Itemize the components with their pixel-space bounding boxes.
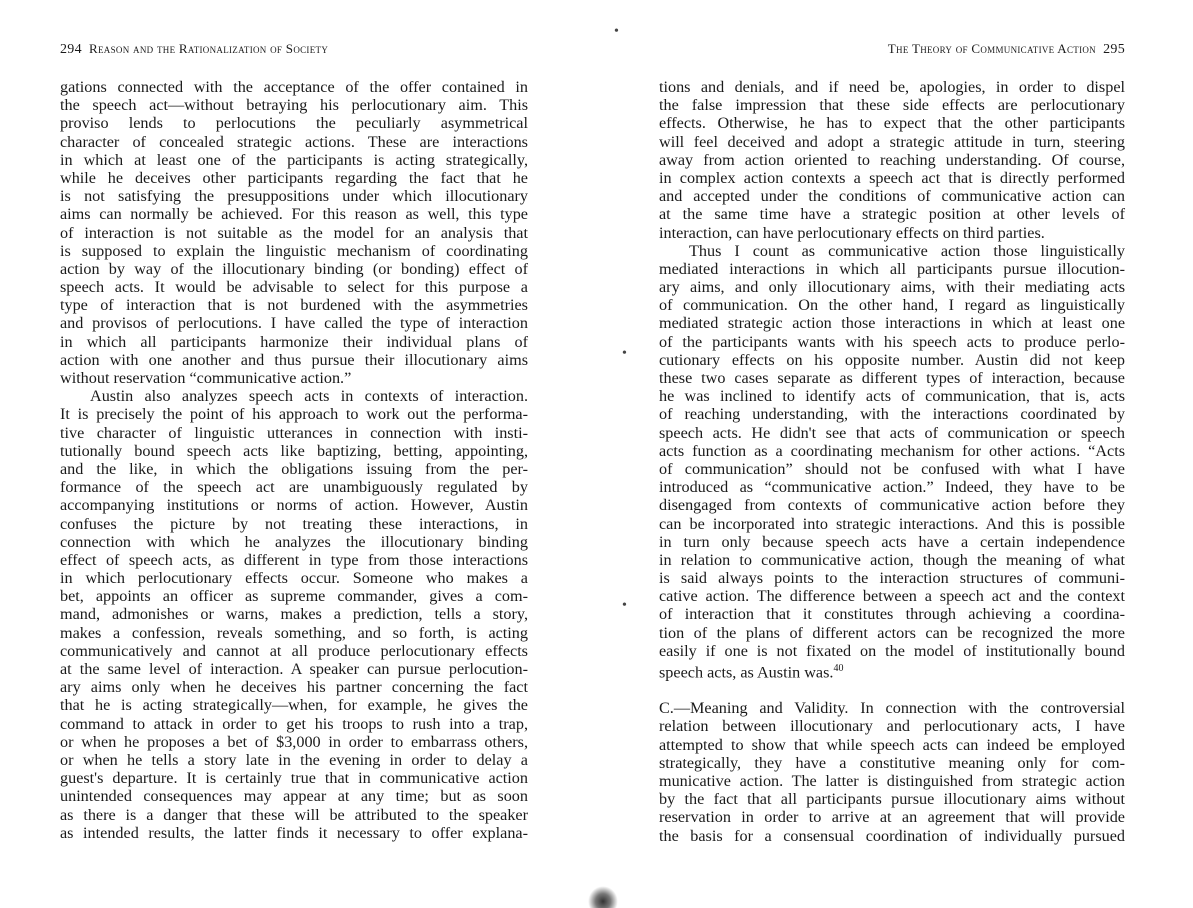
text-line: speech acts. He didn't see that acts of communication or speech (659, 423, 1125, 442)
text-line: by the fact that all participants pursue illocutionary aims without (659, 790, 1125, 809)
text-line: strategically, they have a constitutive meaning only for com- (659, 753, 1125, 772)
text-line: cative action. The difference between a speech act and the context (659, 587, 1125, 606)
gutter-speck: • (622, 598, 627, 613)
text-line: in which all participants harmonize their individual plans of (60, 332, 528, 351)
scan-smudge (588, 886, 618, 908)
text-line: cutionary effects on his opposite number. Austin did not keep (659, 350, 1125, 369)
text-line: of interaction is not suitable as the model for an analysis that (60, 223, 528, 242)
text-line: bet, appoints an officer as supreme commander, gives a com- (60, 587, 528, 606)
left-page-number: 294 (60, 42, 82, 57)
text-line: can be incorporated into strategic interactions. And this is possible (659, 514, 1125, 533)
text-line: Austin also analyzes speech acts in contexts of interaction. (90, 387, 528, 406)
left-page-text (60, 78, 528, 842)
text-line: in relation to communicative action, though the meaning of what (659, 550, 1125, 569)
text-line: municative action. The latter is distinguished from strategic action (659, 771, 1125, 790)
text-line: acts function as a coordinating mechanism for other actions. “Acts (659, 441, 1125, 460)
paragraph-gap (659, 678, 1125, 699)
text-line: he was inclined to identify acts of communication, that is, acts (659, 387, 1125, 406)
text-line: command to attack in order to get his troops to rush into a trap, (60, 714, 528, 733)
left-running-title: Reason and the Rationalization of Society (89, 41, 329, 56)
right-running-title: The Theory of Communicative Action (887, 41, 1096, 56)
text-line: and accepted under the conditions of communicative action can (659, 187, 1125, 206)
text-line: proviso lends to perlocutions the peculiarly asymmetrical (60, 114, 528, 133)
text-line: of communication” should not be confused with what I have (659, 459, 1125, 478)
text-line: the speech act—without betraying his perlocutionary aim. This (60, 96, 528, 115)
text-line: of the participants wants with his speech acts to produce perlo- (659, 332, 1125, 351)
gutter-speck: • (622, 346, 627, 361)
text-line: ary aims only when he deceives his partner concerning the fact (60, 678, 528, 697)
text-line: in turn only because speech acts have a certain independence (659, 532, 1125, 551)
text-line: is not satisfying the presuppositions under which illocutionary (60, 187, 528, 206)
text-line: accompanying institutions or norms of action. However, Austin (60, 496, 528, 515)
text-line: or when he proposes a bet of $3,000 in order to embarrass others, (60, 732, 528, 751)
text-line: effects. Otherwise, he has to expect that the other participants (659, 114, 1125, 133)
text-line: effect of speech acts, as different in type from those interactions (60, 550, 528, 569)
text-line: while he deceives other participants regarding the fact that he (60, 168, 528, 187)
text-line: It is precisely the point of his approach to work out the performa- (60, 405, 528, 424)
text-line: speech acts, as Austin was.$^{40}$ (659, 663, 844, 682)
text-line: of reaching understanding, with the interactions coordinated by (659, 405, 1125, 424)
text-line: action with one another and thus pursue their illocutionary aims (60, 350, 528, 369)
text-line: communicatively and cannot at all produce perlocutionary effects (60, 641, 528, 660)
text-line: is supposed to explain the linguistic mechanism of coordinating (60, 241, 528, 260)
text-line: the basis for a consensual coordination of individually pursued (659, 826, 1125, 845)
text-line: type of interaction that is not burdened with the asymmetries (60, 296, 528, 315)
text-line: will feel deceived and adopt a strategic attitude in turn, steering (659, 132, 1125, 151)
text-line: disengaged from contexts of communicative action before they (659, 496, 1125, 515)
text-line: in which at least one of the participants is acting strategically, (60, 150, 528, 169)
text-line: of communication. On the other hand, I regard as linguistically (659, 296, 1125, 315)
text-line: is said always points to the interaction structures of communi- (659, 569, 1125, 588)
text-line: in which perlocutionary effects occur. Someone who makes a (60, 569, 528, 588)
text-line: aims can normally be achieved. For this reason as well, this type (60, 205, 528, 224)
text-line: introduced as “communicative action.” Indeed, they have to be (659, 478, 1125, 497)
text-line: without reservation “communicative action.” (60, 369, 352, 387)
text-line: mand, admonishes or warns, makes a prediction, tells a story, (60, 605, 528, 624)
text-line: of interaction that it constitutes through achieving a coordina- (659, 605, 1125, 624)
text-line: confuses the picture by not treating these interactions, in (60, 514, 528, 533)
text-line: tutionally bound speech acts like baptizing, betting, appointing, (60, 441, 528, 460)
text-line: gations connected with the acceptance of the offer contained in (60, 78, 528, 96)
text-line: tions and denials, and if need be, apologies, in order to dispel (659, 78, 1125, 96)
text-line: as there is a danger that these will be attributed to the speaker (60, 805, 528, 824)
text-line: interaction, can have perlocutionary effects on third parties. (659, 223, 1045, 242)
right-page-number: 295 (1103, 42, 1125, 57)
text-line: relation between illocutionary and perlocutionary acts, I have (659, 717, 1125, 736)
text-line: action by way of the illocutionary binding (or bonding) effect of (60, 259, 528, 278)
text-line: these two cases separate as different types of interaction, because (659, 369, 1125, 387)
text-line: as intended results, the latter finds it necessary to offer explana- (60, 823, 528, 842)
text-line: or when he tells a story late in the evening in order to delay a (60, 750, 528, 769)
right-page-text (659, 78, 1125, 845)
text-line: that he is acting strategically—when, for example, he gives the (60, 696, 528, 715)
text-line: speech acts. It would be advisable to select for this purpose a (60, 278, 528, 297)
right-page (597, 0, 1193, 908)
text-line: in complex action contexts a speech act that is directly performed (659, 168, 1125, 187)
text-line: Thus I count as communicative action those linguistically (689, 241, 1125, 260)
text-line: easily if one is not fixated on the model of institutionally bound (659, 641, 1125, 660)
text-line: formance of the speech act are unambiguously regulated by (60, 478, 528, 497)
text-line: ary aims, and only illocutionary aims, with their mediating acts (659, 278, 1125, 297)
text-line: mediated strategic action those interactions in which at least one (659, 314, 1125, 333)
text-line: at the same level of interaction. A speaker can pursue perlocution- (60, 660, 528, 678)
text-line: and provisos of perlocutions. I have called the type of interaction (60, 314, 528, 333)
text-line: reservation in order to arrive at an agreement that will provide (659, 808, 1125, 827)
text-line: connection with which he analyzes the illocutionary binding (60, 532, 528, 551)
text-line: makes a confession, reveals something, and so forth, is acting (60, 623, 528, 642)
text-line: tion of the plans of different actors can be recognized the more (659, 623, 1125, 642)
text-line: and the like, in which the obligations issuing from the per- (60, 459, 528, 478)
gutter-speck: • (614, 24, 619, 39)
text-line: away from action oriented to reaching understanding. Of course, (659, 150, 1125, 169)
left-page (0, 0, 596, 908)
text-line: guest's departure. It is certainly true that in communicative action (60, 769, 528, 788)
right-running-head (888, 41, 1125, 58)
text-line: character of concealed strategic actions. These are interactions (60, 132, 528, 151)
text-line: tive character of linguistic utterances in connection with insti- (60, 423, 528, 442)
text-line: C.—Meaning and Validity. In connection with the controversial (659, 699, 1125, 718)
text-line: unintended consequences may appear at any time; but as soon (60, 787, 528, 806)
left-running-head (60, 41, 328, 58)
text-line: the false impression that these side effects are perlocutionary (659, 96, 1125, 115)
text-line: at the same time have a strategic position at other levels of (659, 205, 1125, 224)
text-line: mediated interactions in which all participants pursue illocution- (659, 259, 1125, 278)
text-line: attempted to show that while speech acts can indeed be employed (659, 735, 1125, 754)
